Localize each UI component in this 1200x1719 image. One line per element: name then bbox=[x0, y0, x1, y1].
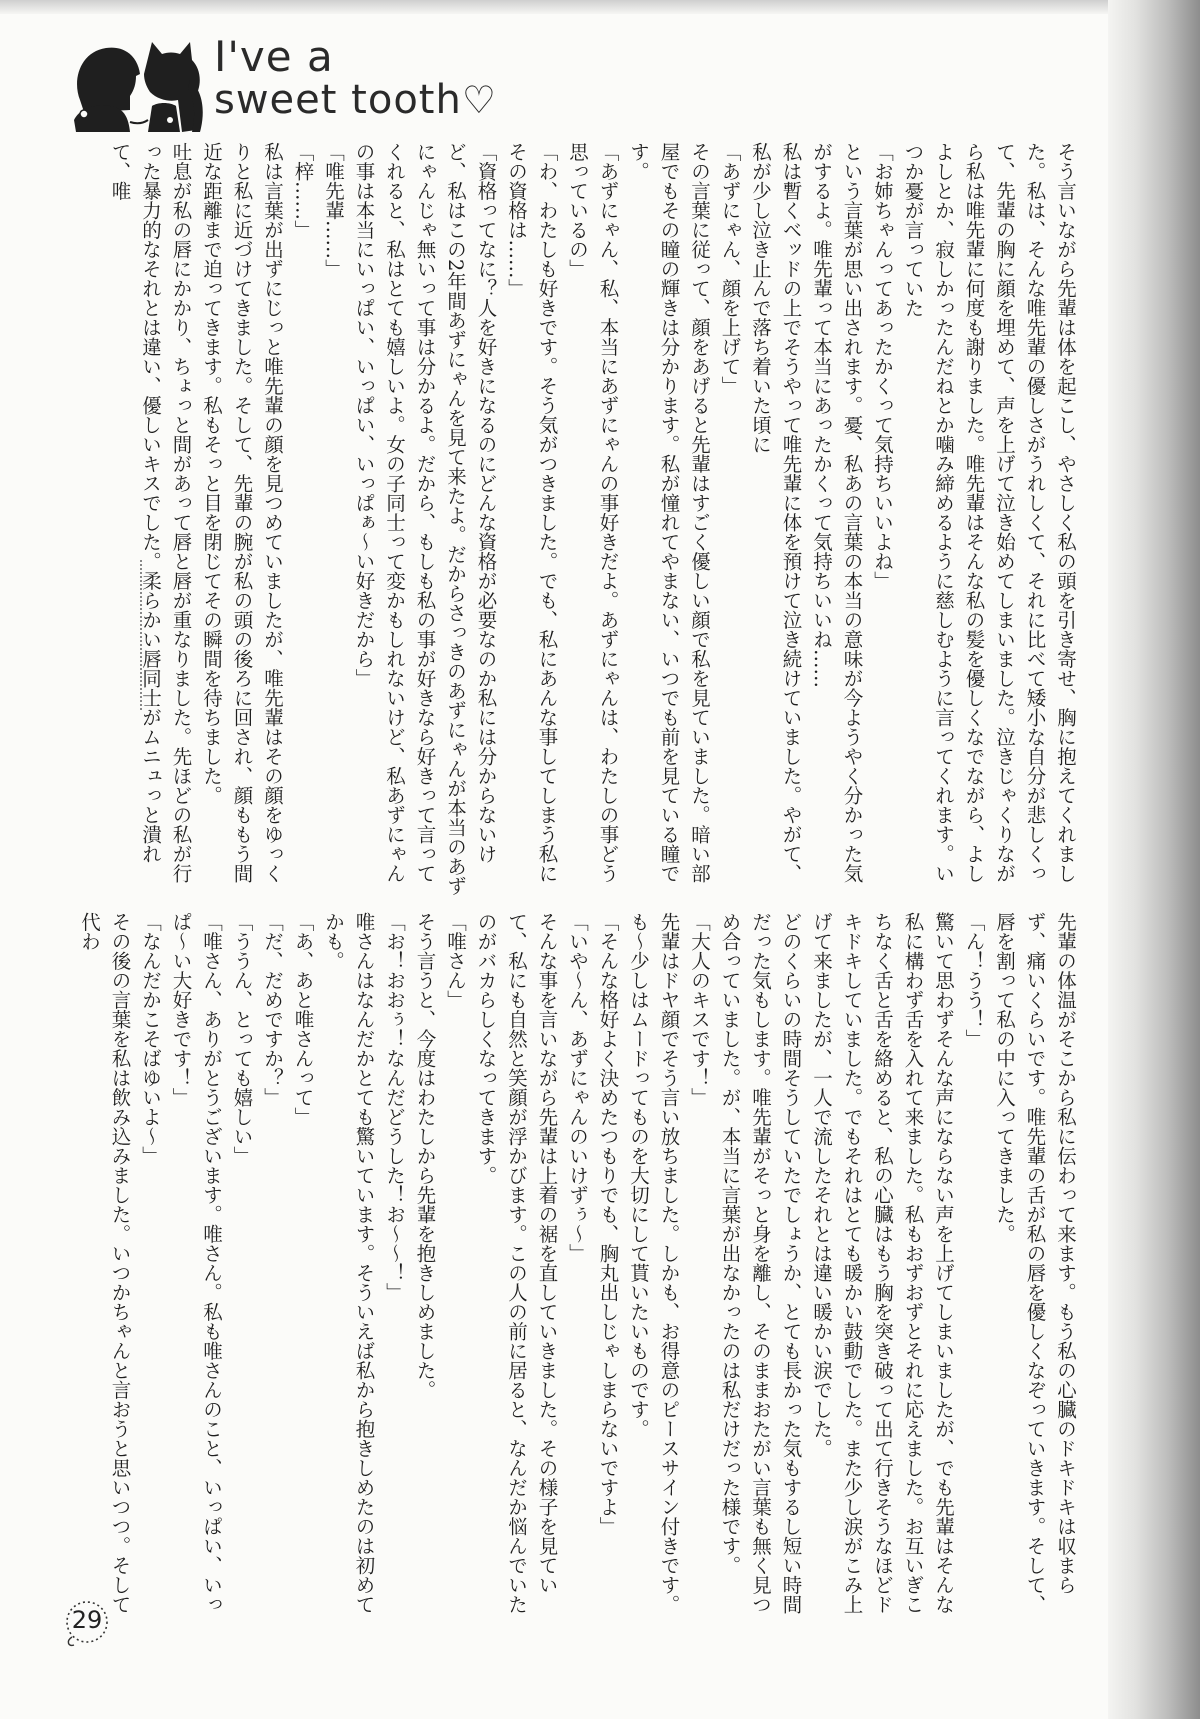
paragraph: という言葉が思い出されます。憂、私あの言葉の本当の意味が今ようやく分かった気がするよ。唯先輩って本当にあったかくって気持ちいいね…… bbox=[810, 142, 864, 883]
paragraph: そんな事を言いながら先輩は上着の裾を直していきました。その様子を見ていて、私にも自然と笑顔が浮かびます。この人の前に居ると、なんだか悩んでいたのがバカらしくなってきます。 bbox=[474, 912, 559, 1614]
paragraph: 驚いて思わずそんな声にならない声を上げてしまいましたが、でも先輩はそんな私に構わず舌を入れて来ました。私もおずおずとそれに応えました。お互いぎこちなく舌と舌を絡めると、私の心臓はもう胸を突き破って出て行きそうなほどドキドキしていました。でもそれはとても暖かい鼓動でした。また少し涙がこみ上げて来ましたが、一人で流したそれとは違い暖かい涙でした。 bbox=[810, 912, 955, 1614]
paragraph: 「お姉ちゃんってあったかくって気持ちいいよね」 bbox=[871, 142, 894, 591]
two-girls-kiss-silhouette-icon bbox=[70, 40, 210, 135]
heart-icon: ♡ bbox=[461, 78, 497, 122]
paragraph: どのくらいの時間そうしていたでしょうか、とても長かった気もするし短い時間だった気もします。唯先輩がそっと身を離し、そのままおたがい言葉も無く見つめ合っていました。が、本当に言葉が出なかったのは私だけだった様です。 bbox=[718, 912, 803, 1614]
page-top-edge bbox=[0, 0, 1200, 14]
text-column-top bbox=[108, 142, 1080, 902]
paragraph: 吐息が私の唇にかかり、ちょっと間があって唇と唇が重なりました。先ほどの私が行った暴力的なそれとは違い、優しいキスでした。柔らかい唇同士がムニュっと潰れて、唯 bbox=[108, 142, 193, 883]
paragraph: その言葉に従って、顔をあげると先輩はすごく優しい顔で私を見ていました。暗い部屋でもその瞳の輝きは分かります。私が憧れてやまない、いつでも前を見ている瞳です。 bbox=[627, 142, 711, 883]
paragraph: 唯さんはなんだかとても驚いています。そういえば私から抱きしめたのは初めてかも。 bbox=[322, 912, 376, 1614]
paragraph: 「お！おおぅ！なんだどうした！お〜〜！」 bbox=[383, 912, 406, 1302]
paragraph: そう言いながら先輩は体を起こし、やさしく私の頭を引き寄せ、胸に抱えてくれました。私は、そんな唯先輩の優しさがうれしくて、それに比べて矮小な自分が悲しくって、先輩の胸に顔を埋めて、声を上げて泣き始めてしまいました。泣きじゃくりながら私は唯先輩に何度も謝りました。唯先輩はそんな私の髪を優しくなでながら、よしよしとか、寂しかったんだねとか噛み締めるように慈しむように言ってくれます。いつか憂が言っていた bbox=[901, 142, 1077, 883]
paragraph: 「唯先輩……」 bbox=[322, 142, 345, 279]
paragraph: 「わ、わたしも好きです。そう気がつきました。でも、私にあんな事してしまう私にその資格は……」 bbox=[505, 142, 559, 883]
page-binding-shadow bbox=[1108, 0, 1200, 1719]
paragraph: その後の言葉を私は飲み込みました。いつかちゃんと言おうと思いつつ。そして代わ bbox=[78, 912, 132, 1614]
paragraph: 私は暫くベッドの上でそうやって唯先輩に体を預けて泣き続けていました。やがて、私が少し泣き止んで落ち着いた頃に bbox=[749, 142, 803, 883]
page-title bbox=[214, 32, 497, 123]
paragraph: 先輩はドヤ顔でそう言い放ちました。しかも、お得意のピースサイン付きです。も〜少しはムードってものを大切にして貰いたいものです。 bbox=[627, 912, 681, 1614]
paragraph: 「大人のキスです！」 bbox=[688, 912, 711, 1107]
paragraph: 「あ、あと唯さんって」 bbox=[291, 912, 315, 1127]
paragraph: 私は言葉が出ずにじっと唯先輩の顔を見つめていましたが、唯先輩はその顔をゆっくりと私に近づけてきました。そして、先輩の腕が私の頭の後ろに回され、顔ももう間近な距離まで迫ってきます。私もそっと目を閉じてその瞬間を待ちました。 bbox=[200, 142, 284, 883]
title-line-2-text: sweet tooth bbox=[214, 77, 462, 123]
paragraph: 「梓……」 bbox=[291, 142, 315, 240]
paragraph: 「唯さん、ありがとうございます。唯さん。私も唯さんのこと、いっぱい、いっぱ〜い大好きです！」 bbox=[169, 912, 223, 1614]
paragraph: 「ううん、とっても嬉しい」 bbox=[230, 912, 254, 1166]
margin-dotted-line bbox=[140, 560, 142, 710]
paragraph: 「そんな格好よく決めたつもりでも、胸丸出しじゃしまらないですよ」 bbox=[596, 912, 620, 1536]
title-line-1: I've a bbox=[214, 32, 334, 81]
paragraph: 「ん！うう！」 bbox=[962, 912, 986, 1049]
page-number: 29 bbox=[71, 1606, 103, 1634]
paragraph: 「なんだかこそばゆいよ〜」 bbox=[139, 912, 162, 1166]
paragraph: 「いや〜ん、あずにゃんのいけずぅ〜」 bbox=[566, 912, 589, 1263]
paragraph: 先輩の体温がそこから私に伝わって来ます。もう私の心臓のドキドキは収まらず、痛いくらいです。唯先輩の舌が私の唇を優しくなぞっていきます。そして、唇を割って私の中に入ってきました。 bbox=[993, 912, 1077, 1614]
title-line-2 bbox=[214, 77, 497, 123]
paragraph: 「資格ってなに？人を好きになるのにどんな資格が必要なのか私には分からないけど、私はこの2年間あずにゃんを見て来たよ。だからさっきのあずにゃんが本当のあずにゃんじゃ無いって事は分かるよ。だから、もしも私の事が好きなら好きって言ってくれると、私はとても嬉しいよ。女の子同士って変かもしれないけど、私あずにゃんの事は本当にいっぱい、いっぱい、いっぱぁ〜い好きだから」 bbox=[352, 142, 498, 896]
paragraph: そう言うと、今度はわたしから先輩を抱きしめました。 bbox=[413, 912, 437, 1400]
paragraph: 「だ、だめですか？」 bbox=[261, 912, 284, 1107]
paragraph: 「唯さん」 bbox=[444, 912, 467, 1010]
paragraph: 「あずにゃん、私、本当にあずにゃんの事好きだよ。あずにゃんは、わたしの事どう思っているの」 bbox=[566, 142, 620, 883]
paragraph: 「あずにゃん、顔を上げて」 bbox=[718, 142, 742, 396]
